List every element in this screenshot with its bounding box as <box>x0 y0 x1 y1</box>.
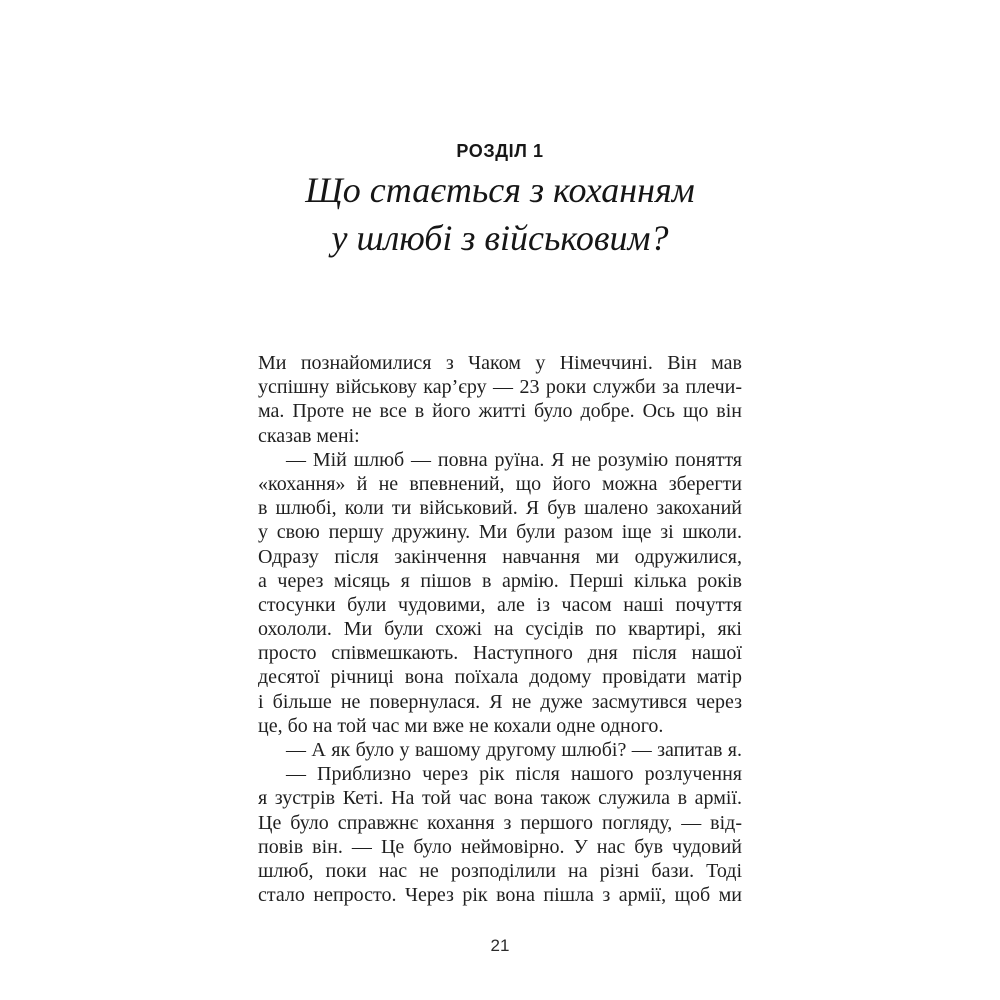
text-line: просто співмешкають. Наступного дня після нашої <box>258 642 742 665</box>
page-number: 21 <box>490 936 510 955</box>
text-line: я зустрів Кеті. На той час вона також служила в армії. <box>258 787 742 810</box>
text-line: шлюб, поки нас не розподілили на різні бази. Тоді <box>258 859 742 882</box>
text-line: ма. Проте не все в його житті було добре. Ось що він <box>258 400 742 423</box>
chapter-title-line-1: Що стається з коханням <box>305 170 695 210</box>
text-line: «кохання» й не впевнений, що його можна зберегти <box>258 472 742 495</box>
text-line: це, бо на той час ми вже не кохали одне одного. <box>258 714 664 737</box>
text-line: повів він. — Це було неймовірно. У нас був чудовий <box>258 835 742 858</box>
text-line: — А як було у вашому другому шлюбі? — запитав я. <box>286 739 742 761</box>
text-line: стало непросто. Через рік вона пішла з армії, щоб ми <box>258 884 742 907</box>
text-line: Ми познайомилися з Чаком у Німеччині. Він мав <box>258 352 742 374</box>
text-line: охололи. Ми були схожі на сусідів по квартирі, які <box>258 618 742 641</box>
chapter-title <box>0 166 1000 262</box>
text-line: і більше не повернулася. Я не дуже засмутився через <box>258 690 742 713</box>
body-text <box>258 351 742 907</box>
text-line: — Мій шлюб — повна руїна. Я не розумію поняття <box>286 448 742 471</box>
text-line: — Приблизно через рік після нашого розлучення <box>286 763 742 786</box>
text-line: в шлюбі, коли ти військовий. Я був шалено закоханий <box>258 497 742 520</box>
text-line: Одразу після закінчення навчання ми одружилися, <box>258 545 742 568</box>
text-line: стосунки були чудовими, але із часом наші почуття <box>258 593 742 616</box>
chapter-label: РОЗДІЛ 1 <box>456 141 544 161</box>
text-line: у свою першу дружину. Ми були разом іще зі школи. <box>258 521 742 544</box>
text-line: сказав мені: <box>258 424 360 447</box>
chapter-title-line-2: у шлюбі з військовим? <box>331 218 669 258</box>
text-line: десятої річниці вона поїхала додому провідати матір <box>258 666 742 689</box>
text-line: Це було справжнє кохання з першого погляду, — від- <box>258 811 742 834</box>
text-line: а через місяць я пішов в армію. Перші кілька років <box>258 569 742 592</box>
text-line: успішну військову кар’єру — 23 роки служби за плечи- <box>258 376 742 399</box>
